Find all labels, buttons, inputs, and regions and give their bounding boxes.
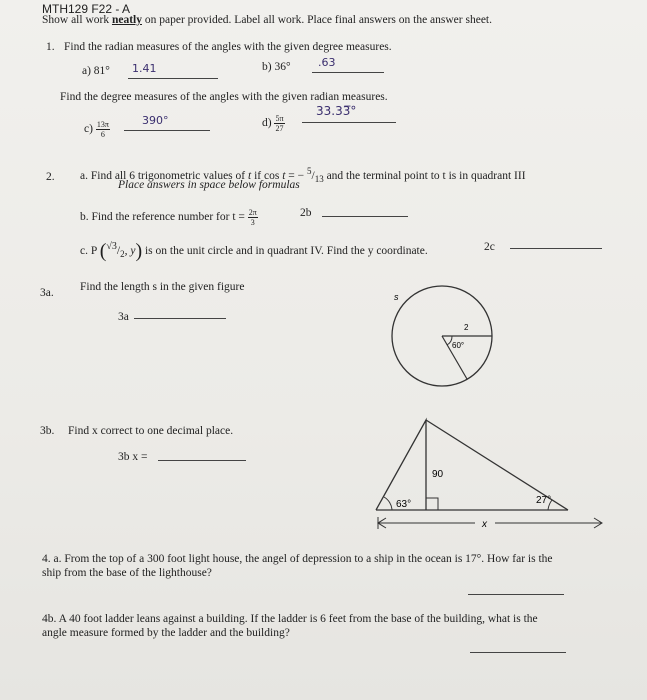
q2c-sqrt: √3 xyxy=(106,241,117,252)
q1c-denominator: 6 xyxy=(100,130,105,139)
q4b-text: 4b. A 40 foot ladder leans against a building. If the ladder is 6 feet from the base of the building, what is the xyxy=(42,613,538,625)
instructions-post: on paper provided. Label all work. Place final answers on the answer sheet. xyxy=(142,14,492,26)
q1-number: 1. xyxy=(46,41,55,53)
q2c-text: c. P ($^{√3}/_2$, y) is on the unit circle and in quadrant IV. Find the y coordinate. xyxy=(80,240,428,263)
q3a-number: 3a. xyxy=(40,287,54,299)
q1d-answer: 33.33̅° xyxy=(316,104,357,118)
q1-prompt-radian: Find the radian measures of the angles with the given degree measures. xyxy=(64,41,392,53)
course-title: MTH129 F22 - A xyxy=(42,2,131,16)
q1c-fraction xyxy=(96,120,110,139)
q2c-pre: c. P xyxy=(80,244,97,257)
q2a-sup: 5 xyxy=(307,166,312,176)
q1b-label: b) 36° xyxy=(262,61,291,73)
label-63deg: 63° xyxy=(396,499,412,510)
q3b-prompt: Find x correct to one decimal place. xyxy=(68,425,234,437)
label-27deg: 27° xyxy=(536,495,552,506)
q1c-label xyxy=(84,120,110,139)
instructions-pre: Show all work xyxy=(42,14,112,26)
instructions xyxy=(42,13,492,27)
q2a-eq: = − xyxy=(285,169,307,182)
q2c-answer-line xyxy=(510,248,602,249)
q3a-answer-tag: 3a xyxy=(118,311,129,323)
left-angle-arc xyxy=(384,497,392,510)
q1b-answer: .63 xyxy=(318,56,336,69)
q3a-prompt: Find the length s in the given figure xyxy=(80,281,245,293)
q2c-tag: 2c xyxy=(484,241,495,253)
q2a-text: a. Find all 6 trigonometric values of t if cos t = − $^5/_{13}$ and the terminal point to t is in quadrant III xyxy=(80,166,526,185)
q1d-label xyxy=(262,114,285,133)
q1d-numerator: 5π xyxy=(275,114,284,123)
q2c-y: , y xyxy=(124,244,136,257)
q1d-letter: d) xyxy=(262,117,272,130)
q2c-sqrt-den: 2 xyxy=(120,249,125,260)
q1-prompt-degree: Find the degree measures of the angles with the given radian measures. xyxy=(60,91,388,103)
q4a-text2: ship from the base of the lighthouse? xyxy=(42,567,212,579)
q1c-answer: 390° xyxy=(142,114,169,127)
q2b-tag: 2b xyxy=(300,207,312,219)
label-90: 90 xyxy=(432,469,444,480)
q2b-text xyxy=(80,208,258,227)
q2b-fraction xyxy=(248,208,258,227)
q1c-letter: c) xyxy=(84,123,93,136)
q2a-pre: a. Find all 6 trigonometric values of xyxy=(80,169,248,182)
q1c-answer-line xyxy=(124,130,210,131)
q2a-mid: if cos xyxy=(251,169,283,182)
q1a-label: a) 81° xyxy=(82,65,110,77)
label-s: s xyxy=(394,292,399,302)
q1b-answer-line xyxy=(312,72,384,73)
q3b-answer-line xyxy=(158,460,246,461)
q1c-numerator: 13π xyxy=(96,120,109,129)
label-radius: 2 xyxy=(464,323,469,332)
q3b-answer-tag: 3b x = xyxy=(118,451,148,463)
left-triangle-sides xyxy=(376,420,426,510)
q1d-answer-line xyxy=(302,122,396,123)
q3b-number: 3b. xyxy=(40,425,55,437)
q1d-denominator: 27 xyxy=(275,124,284,133)
q2b-prompt: b. Find the reference number for t = xyxy=(80,211,248,224)
q2b-answer-line xyxy=(322,216,408,217)
q2a-post: and the terminal point to t is in quadrant III xyxy=(323,169,526,182)
q4a-text: 4. a. From the top of a 300 foot light house, the angel of depression to a ship in the ocean is 17°. How far is the xyxy=(42,553,553,565)
q2c-post: is on the unit circle and in quadrant IV. Find the y coordinate. xyxy=(144,244,428,257)
q1a-answer: 1.41 xyxy=(132,62,157,75)
right-angle-marker xyxy=(426,498,438,510)
q4a-answer-line xyxy=(468,594,564,595)
q3a-answer-line xyxy=(134,318,226,319)
q3a-circle-figure xyxy=(380,280,510,410)
q1d-fraction xyxy=(274,114,284,133)
instructions-emphasis: neatly xyxy=(111,14,142,26)
q2a-sub: 13 xyxy=(314,174,324,185)
q1a-answer-line xyxy=(128,78,218,79)
q2a-var: t xyxy=(248,169,252,182)
q2-number: 2. xyxy=(46,171,55,183)
q2b-numerator: 2π xyxy=(248,208,257,217)
label-x: x xyxy=(482,519,487,530)
q4b-text2: angle measure formed by the ladder and the building? xyxy=(42,627,290,639)
label-60deg: 60° xyxy=(452,341,465,350)
q2a-note: Place answers in space below formulas xyxy=(118,179,300,191)
q4b-answer-line xyxy=(470,652,566,653)
q2b-denominator: 3 xyxy=(250,218,255,227)
q2a-var2: t xyxy=(282,169,286,182)
q3b-triangle-figure xyxy=(370,415,610,535)
